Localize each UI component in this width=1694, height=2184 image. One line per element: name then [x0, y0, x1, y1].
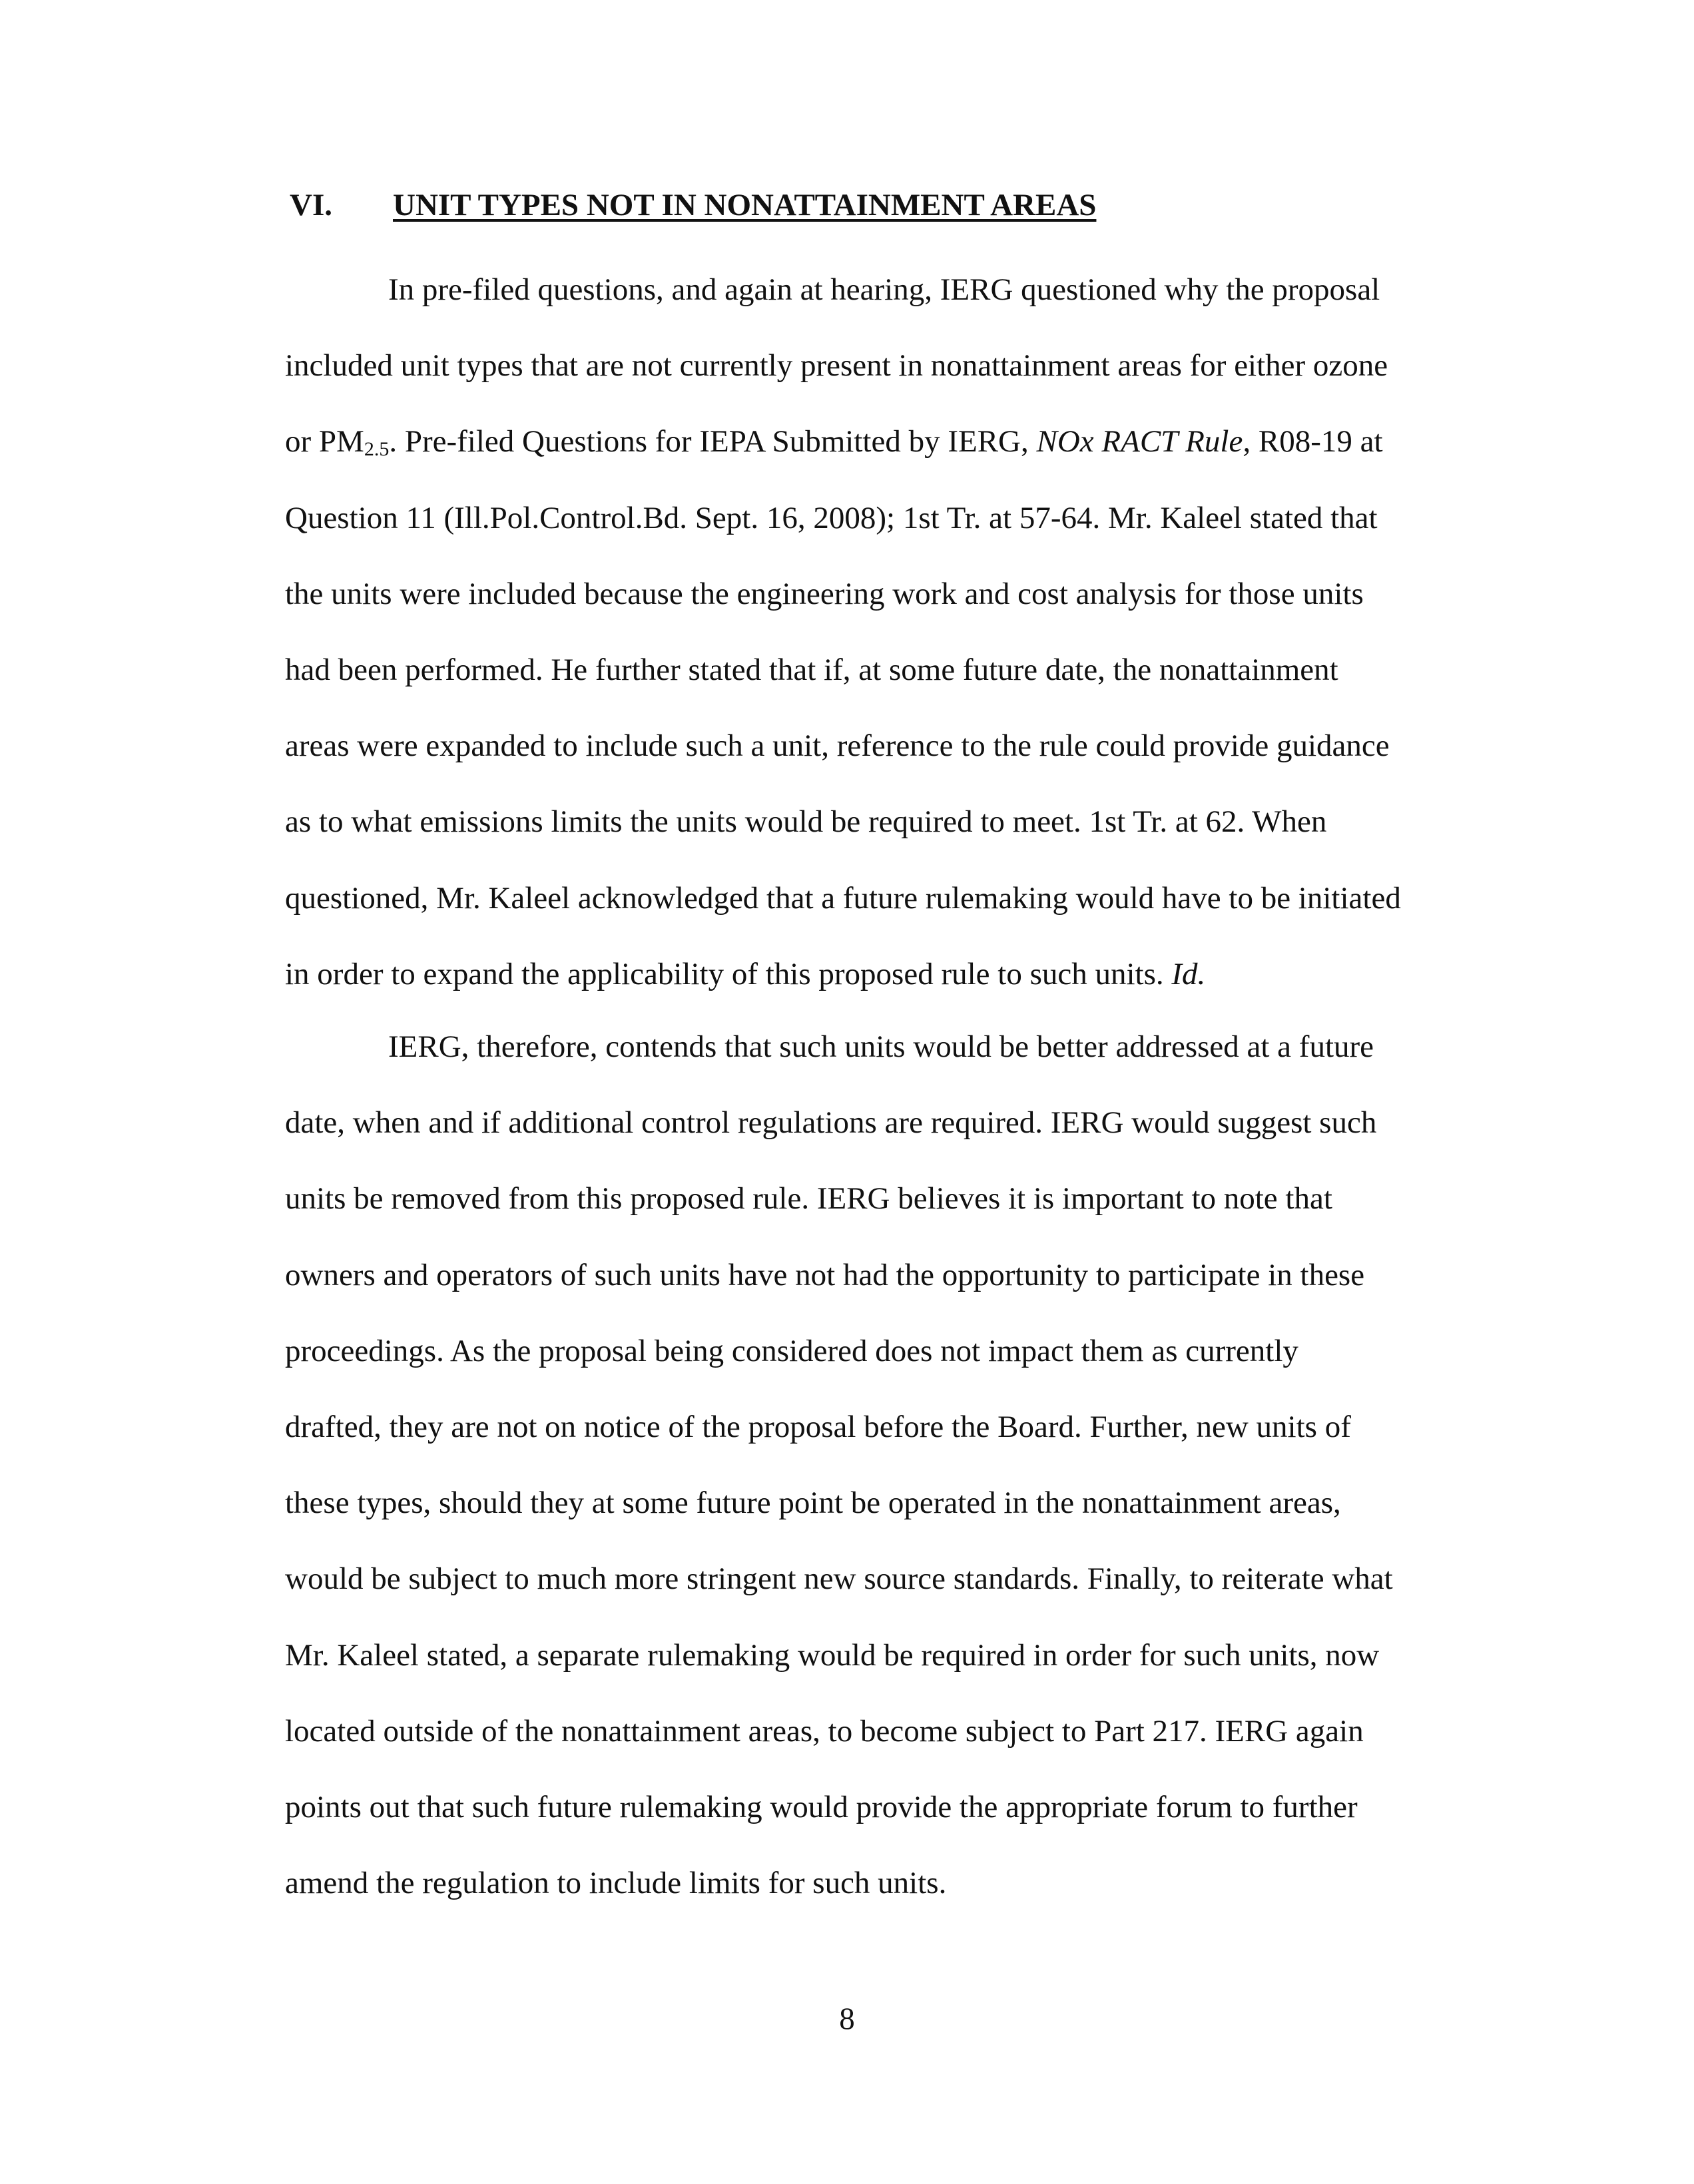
paragraph-line [285, 936, 1470, 1012]
paragraph-line: the units were included because the engineering work and cost analysis for those units [285, 576, 1364, 611]
paragraph-line: these types, should they at some future point be operated in the nonattainment areas, [285, 1486, 1341, 1521]
text-run: R08-19 at [1251, 424, 1383, 459]
case-name-italic: NOx RACT Rule, [1036, 424, 1251, 459]
paragraph-line: Question 11 (Ill.Pol.Control.Bd. Sept. 16, 2008); 1st Tr. at 57-64. Mr. Kaleel stated that [285, 500, 1378, 535]
paragraph-line: date, when and if additional control regulations are required. IERG would suggest such [285, 1105, 1377, 1141]
section-title: UNIT TYPES NOT IN NONATTAINMENT AREAS [393, 188, 1097, 222]
paragraph-line: would be subject to much more stringent new source standards. Finally, to reiterate what [285, 1561, 1393, 1597]
paragraph-line: located outside of the nonattainment areas, to become subject to Part 217. IERG again [285, 1713, 1364, 1749]
paragraph-line: as to what emissions limits the units would be required to meet. 1st Tr. at 62. When [285, 804, 1327, 840]
paragraph-line: included unit types that are not currently present in nonattainment areas for either ozone [285, 348, 1388, 384]
paragraph-line: areas were expanded to include such a unit, reference to the rule could provide guidance [285, 728, 1390, 764]
paragraph-line: proceedings. As the proposal being considered does not impact them as currently [285, 1333, 1298, 1368]
paragraph-1 [285, 252, 1470, 1012]
paragraph-line: amend the regulation to include limits for such units. [285, 1866, 947, 1901]
section-number: VI. [290, 188, 332, 222]
text-run: or PM [285, 424, 364, 459]
paragraph-line: owners and operators of such units have not had the opportunity to participate in these [285, 1257, 1365, 1292]
paragraph-line: had been performed. He further stated that if, at some future date, the nonattainment [285, 653, 1338, 688]
paragraph-line: units be removed from this proposed rule. IERG believes it is important to note that [285, 1181, 1332, 1217]
subscript-pm-size: 2.5 [364, 438, 390, 461]
paragraph-line: Mr. Kaleel stated, a separate rulemaking would be required in order for such units, now [285, 1637, 1380, 1673]
text-run: in order to expand the applicability of this proposed rule to such units. [285, 956, 1172, 991]
paragraph-line [285, 404, 1470, 479]
paragraph-line: questioned, Mr. Kaleel acknowledged that a future rulemaking would have to be initiated [285, 880, 1401, 916]
paragraph-2 [285, 1009, 1470, 1921]
paragraph-line: In pre-filed questions, and again at hearing, IERG questioned why the proposal [388, 272, 1380, 307]
paragraph-line: drafted, they are not on notice of the proposal before the Board. Further, new units of [285, 1410, 1351, 1445]
paragraph-line: IERG, therefore, contends that such units would be better addressed at a future [388, 1029, 1374, 1064]
paragraph-line: points out that such future rulemaking would provide the appropriate forum to further [285, 1790, 1358, 1825]
page-number: 8 [839, 2002, 855, 2036]
section-heading [290, 185, 1096, 225]
citation-id-italic: Id. [1171, 956, 1206, 991]
text-run: . Pre-filed Questions for IEPA Submitted by IERG, [389, 424, 1037, 459]
